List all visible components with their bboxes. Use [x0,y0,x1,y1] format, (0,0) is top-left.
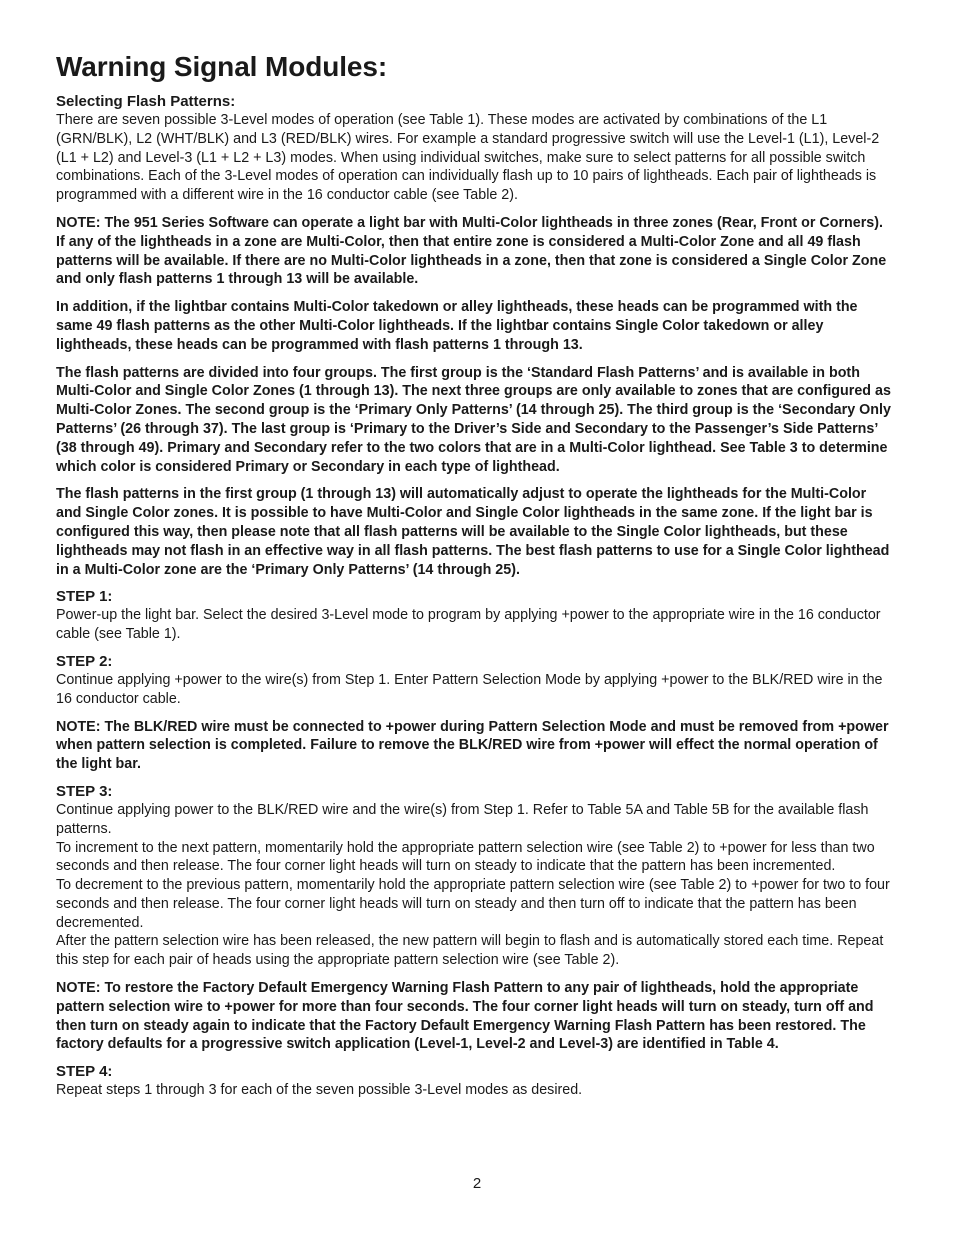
step2-heading: STEP 2: [56,652,113,670]
step3-line: To increment to the next pattern, momentarily hold the appropriate pattern selection wire (see Table 2) to +power for less than two seconds and then release. The four corner light heads will turn on steady to indicate that the pattern has been incremented. [56,839,875,875]
takedown-alley-paragraph: In addition, if the lightbar contains Multi-Color takedown or alley lightheads, these heads can be programmed with the same 49 flash patterns as the other Multi-Color lightheads. If the lightbar contains Single Color takedown or alley lightheads, these heads can be programmed with flash patterns 1 through 13. [56,299,858,353]
step1-heading: STEP 1: [56,588,113,606]
step3-line: After the pattern selection wire has been released, the new pattern will begin to flash and is automatically stored each time. Repeat this step for each pair of heads using the appropriate pattern selection wire (see Table 2). [56,933,884,969]
document-page [56,50,894,1100]
page-title: Warning Signal Modules: [56,51,388,82]
step3-note: NOTE: To restore the Factory Default Emergency Warning Flash Pattern to any pair of lightheads, hold the appropriate pattern selection wire to +power for more than four seconds. The four corner light heads will turn on steady, turn off and then turn on steady again to indicate that the Factory Default Emergency Warning Flash Pattern has been restored. The factory defaults for a progressive switch application (Level-1, Level-2 and Level-3) are identified in Table 4. [56,980,874,1053]
flash-groups-paragraph: The flash patterns are divided into four groups. The first group is the ‘Standard Flash Patterns’ and is available in both Multi-Color and Single Color Zones (1 through 13). The next three groups are only available to zones that are configured as Multi-Color Zones. The second group is the ‘Primary Only Patterns’ (14 through 25). The third group is the ‘Secondary Only Patterns’ (26 through 37). The last group is ‘Primary to the Driver’s Side and Secondary to the Passenger’s Side Patterns’ (38 through 49). Primary and Secondary refer to the two colors that are in a Multi-Color lighthead. See Table 3 to determine which color is considered Primary or Secondary in each type of lighthead. [56,364,891,475]
first-group-paragraph: The flash patterns in the first group (1 through 13) will automatically adjust to operate the lightheads for the Multi-Color and Single Color zones. It is possible to have Multi-Color and Single Color lightheads in the same zone. If the light bar is configured this way, then please note that all flash patterns will be available to the Single Color lightheads, but these lightheads may not flash in an effective way in all flash patterns. The best flash patterns to use for a Single Color lighthead in a Multi-Color zone are the ‘Primary Only Patterns’ (14 through 25). [56,486,890,578]
step3-line: Continue applying power to the BLK/RED wire and the wire(s) from Step 1. Refer to Table 5A and Table 5B for the available flash patterns. [56,801,869,837]
note-zones: NOTE: The 951 Series Software can operate a light bar with Multi-Color lightheads in three zones (Rear, Front or Corners). If any of the lightheads in a zone are Multi-Color, then that entire zone is considered a Multi-Color Zone and all 49 flash patterns will be available. If there are no Multi-Color lightheads in a zone, then that zone is considered a Single Color Zone and only flash patterns 1 through 13 will be available. [56,214,887,288]
step2-text: Continue applying +power to the wire(s) from Step 1. Enter Pattern Selection Mode by applying +power to the BLK/RED wire in the 16 conductor cable. [56,671,883,707]
step4-text: Repeat steps 1 through 3 for each of the seven possible 3-Level modes as desired. [56,1082,583,1099]
step3-heading: STEP 3: [56,782,113,800]
intro-paragraph: There are seven possible 3-Level modes of operation (see Table 1). These modes are activated by combinations of the L1 (GRN/BLK), L2 (WHT/BLK) and L3 (RED/BLK) wires. For example a standard progressive switch will use the Level-1 (L1), Level-2 (L1 + L2) and Level-3 (L1 + L2 + L3) modes. When using individual switches, make sure to select patterns for all possible switch combinations. Each of the 3-Level modes of operation can individually flash up to 10 pairs of lightheads. Each pair of lightheads is programmed with a different wire in the 16 conductor cable (see Table 2). [56,112,880,204]
step3-line: To decrement to the previous pattern, momentarily hold the appropriate pattern selection wire (see Table 2) to +power for two to four seconds and then release. The four corner light heads will turn on steady and then turn off to indicate that the pattern has been decremented. [56,877,890,931]
section-heading: Selecting Flash Patterns: [56,93,236,110]
step4-heading: STEP 4: [56,1063,113,1081]
page-number: 2 [472,1175,482,1192]
step2-note: NOTE: The BLK/RED wire must be connected to +power during Pattern Selection Mode and must be removed from +power when pattern selection is completed. Failure to remove the BLK/RED wire from +power will effect the normal operation of the light bar. [56,718,889,773]
step1-text: Power-up the light bar. Select the desired 3-Level mode to program by applying +power to the appropriate wire in the 16 conductor cable (see Table 1). [56,607,881,643]
